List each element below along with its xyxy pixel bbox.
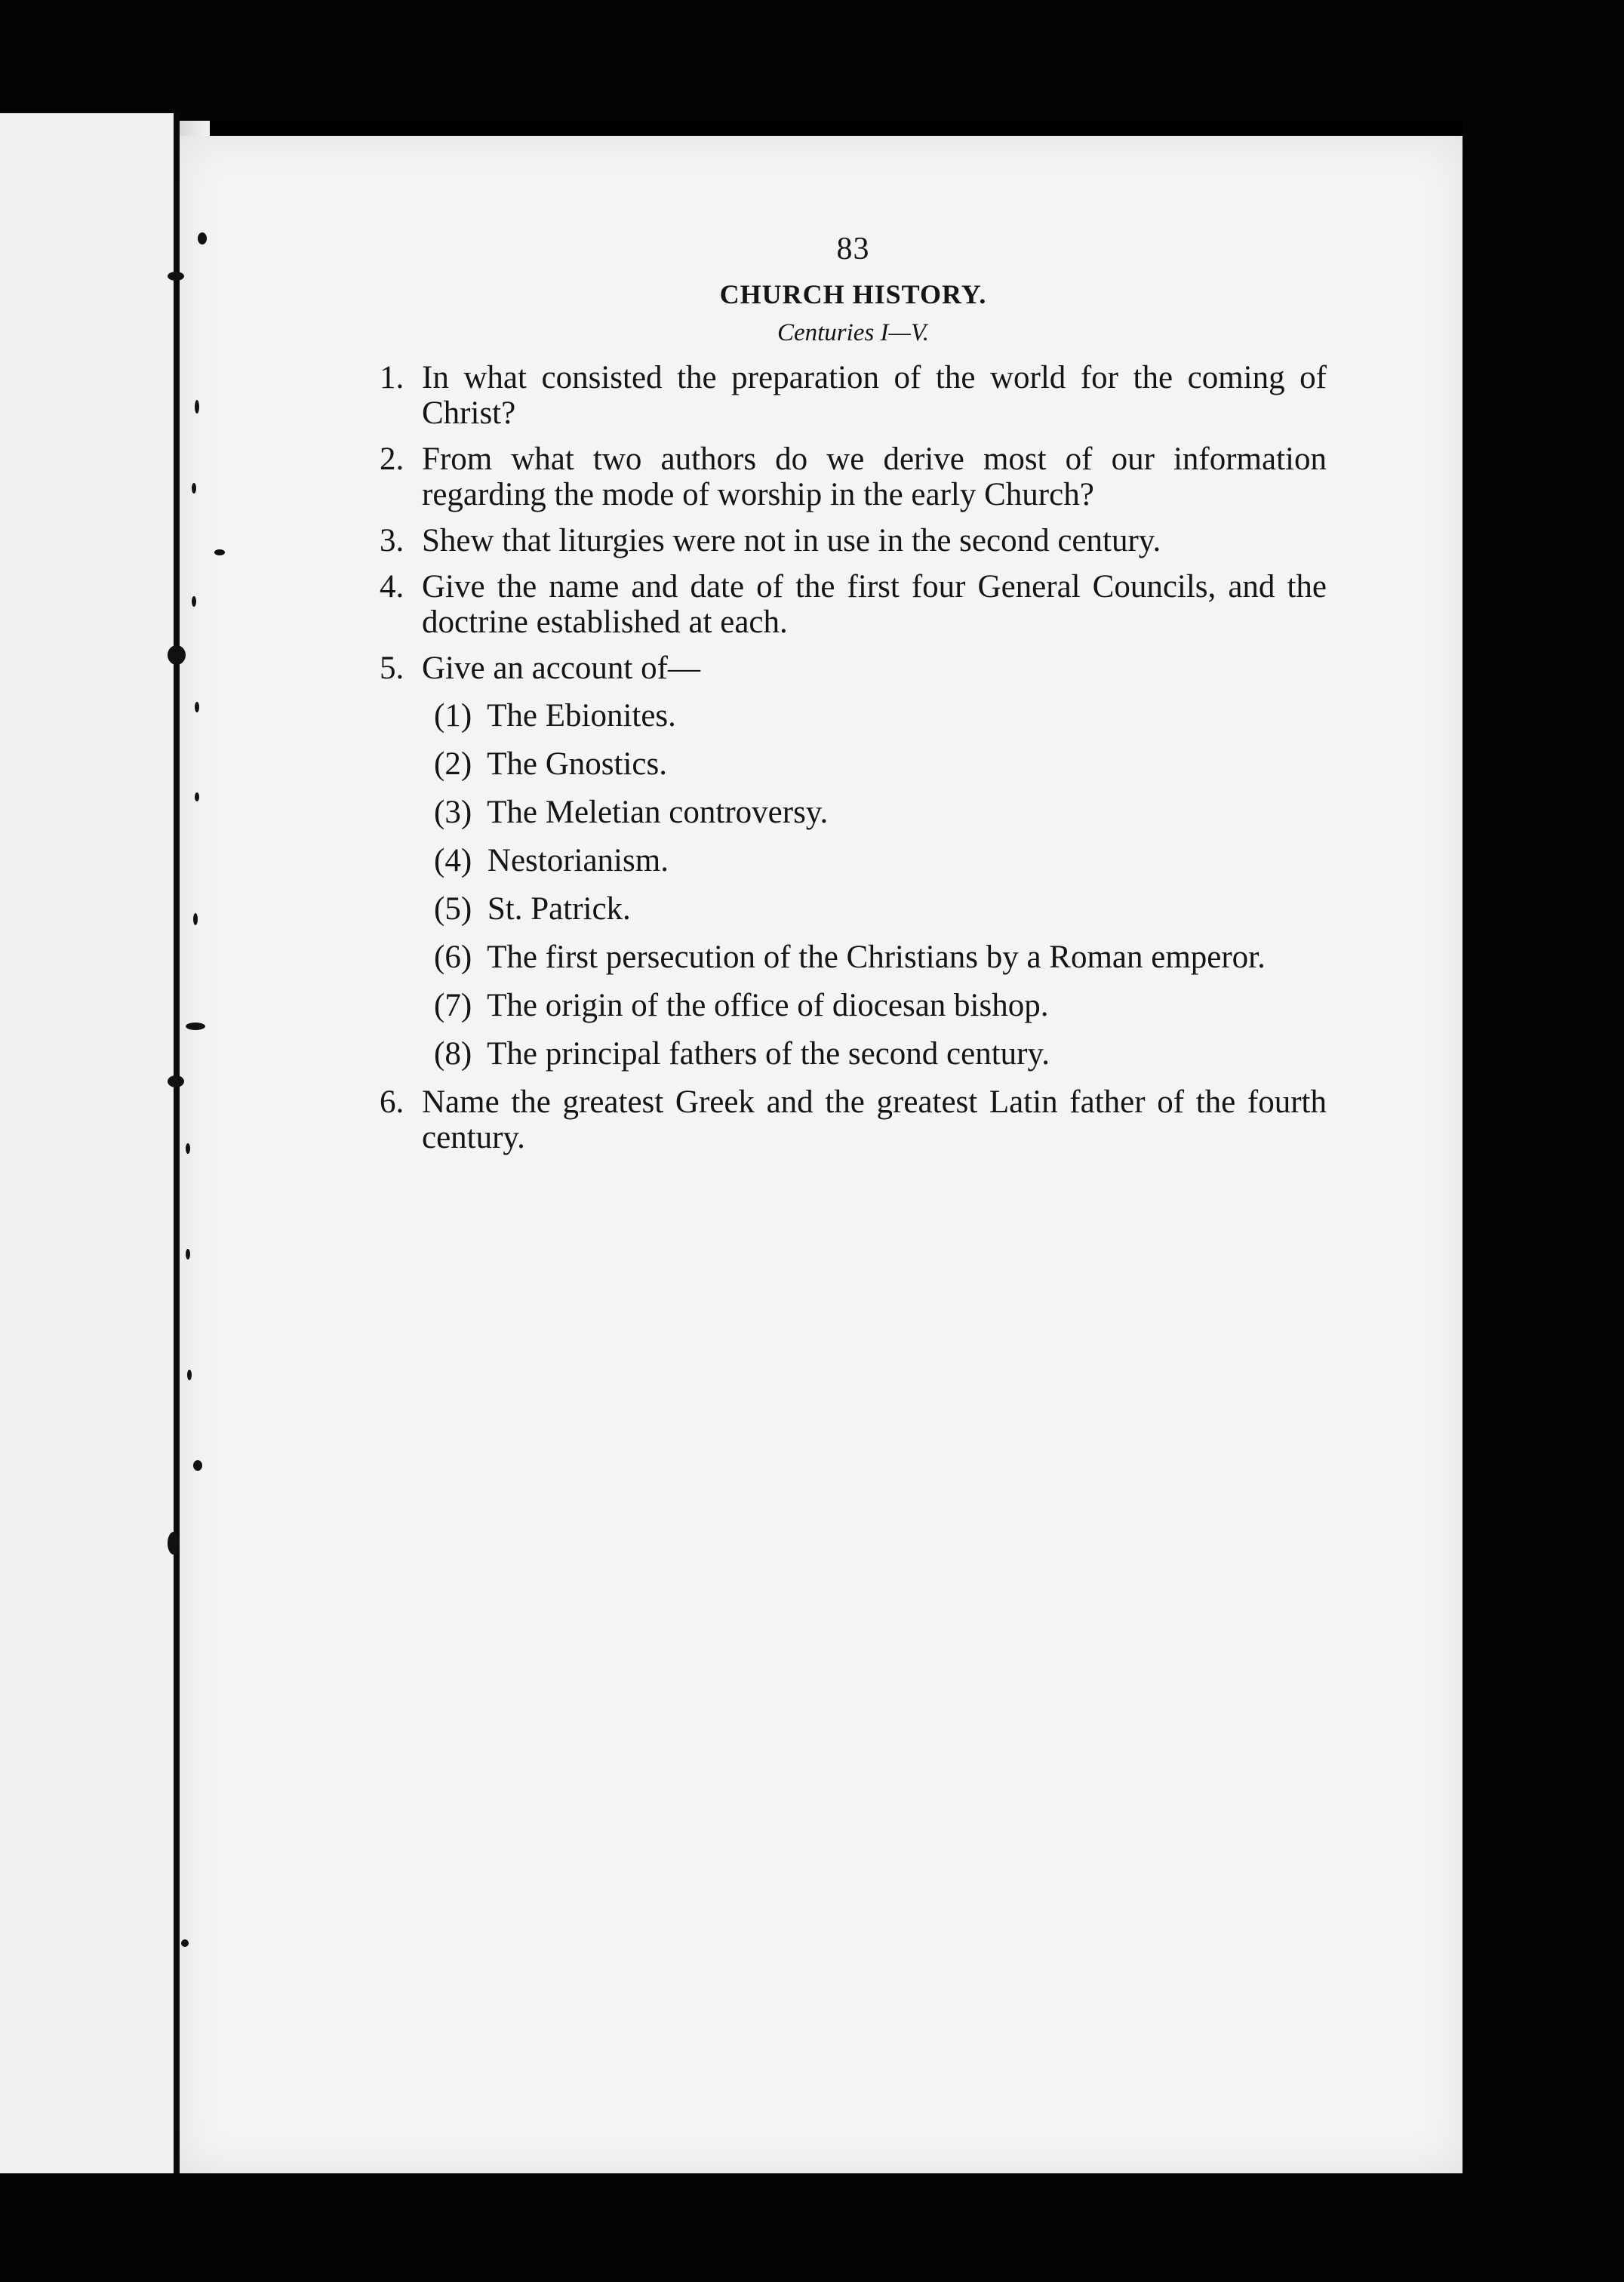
spine-speck: [195, 792, 199, 801]
sub-question-1: [380, 698, 1327, 734]
question-5: [380, 650, 1327, 686]
spine-speck: [198, 232, 207, 244]
sub-question-list: [380, 698, 1327, 1072]
spine-speck: [168, 272, 184, 281]
sub-question-text: The Gnostics.: [487, 746, 667, 782]
question-2: [380, 441, 1327, 512]
question-number: 2.: [380, 441, 404, 477]
sub-question-number: (7): [434, 988, 472, 1023]
question-list: [380, 360, 1327, 1155]
spine-speck: [192, 596, 196, 607]
sub-question-text: The Ebionites.: [487, 698, 676, 734]
sub-question-number: (1): [434, 698, 472, 734]
spine-speck: [187, 1370, 192, 1380]
sub-question-4: [380, 843, 1327, 878]
spine-speck: [193, 1460, 202, 1471]
spine-speck: [195, 400, 199, 414]
spine-speck: [186, 1023, 205, 1030]
spine-speck: [181, 1939, 189, 1947]
sub-question-number: (2): [434, 746, 472, 782]
section-subtitle: Centuries I—V.: [777, 319, 930, 346]
question-6: [380, 1084, 1327, 1155]
document-page: [180, 136, 1463, 2173]
question-number: 4.: [380, 569, 404, 604]
spine-speck: [186, 1143, 190, 1154]
question-text: Give an account of—: [422, 650, 700, 686]
sub-question-number: (4): [434, 843, 472, 878]
question-4: [380, 569, 1327, 640]
sub-question-text: The principal fathers of the second century.: [487, 1036, 1050, 1072]
question-number: 6.: [380, 1084, 404, 1120]
spine-speck: [192, 483, 196, 494]
scan-background-top: [0, 0, 1624, 121]
spine-speck: [168, 1532, 180, 1555]
sub-question-text: The origin of the office of diocesan bishop.: [487, 988, 1049, 1023]
question-number: 3.: [380, 523, 404, 558]
sub-question-5: [380, 891, 1327, 927]
sub-question-number: (5): [434, 891, 472, 927]
sub-question-number: (3): [434, 795, 472, 830]
question-text: Give the name and date of the first four General Councils, and the doctrine established at each.: [422, 569, 1327, 640]
spine-speck: [168, 645, 186, 665]
sub-question-8: [380, 1036, 1327, 1072]
spine-speck: [168, 1075, 184, 1087]
section-title: CHURCH HISTORY.: [719, 279, 987, 309]
sub-question-number: (6): [434, 940, 472, 975]
sub-question-3: [380, 795, 1327, 830]
sub-question-2: [380, 746, 1327, 782]
sub-question-text: St. Patrick.: [487, 891, 631, 927]
sub-question-text: The first persecution of the Christians by a Roman emperor.: [487, 940, 1266, 975]
spine-speck: [195, 702, 199, 712]
question-text: In what consisted the preparation of the world for the coming of Christ?: [422, 360, 1327, 431]
book-spine: [174, 113, 180, 2188]
spine-speck: [214, 549, 225, 555]
sub-question-number: (8): [434, 1036, 472, 1072]
question-3: [380, 523, 1327, 558]
question-number: 5.: [380, 650, 404, 686]
question-number: 1.: [380, 360, 404, 395]
page-number: 83: [836, 232, 870, 266]
scan-background-right: [1463, 0, 1624, 2282]
sub-question-text: Nestorianism.: [487, 843, 669, 878]
facing-page-edge: [0, 113, 178, 2188]
scan-background-bottom: [0, 2173, 1624, 2282]
page-content: [380, 230, 1327, 1166]
sub-question-text: The Meletian controversy.: [487, 795, 829, 830]
question-text: Name the greatest Greek and the greatest Latin father of the fourth century.: [422, 1084, 1327, 1155]
sub-question-7: [380, 988, 1327, 1023]
question-text: Shew that liturgies were not in use in the second century.: [422, 523, 1161, 558]
spine-speck: [186, 1249, 190, 1259]
sub-question-6: [380, 940, 1327, 975]
question-1: [380, 360, 1327, 431]
question-text: From what two authors do we derive most of our information regarding the mode of worship in the early Church?: [422, 441, 1327, 512]
spine-speck: [193, 913, 198, 925]
